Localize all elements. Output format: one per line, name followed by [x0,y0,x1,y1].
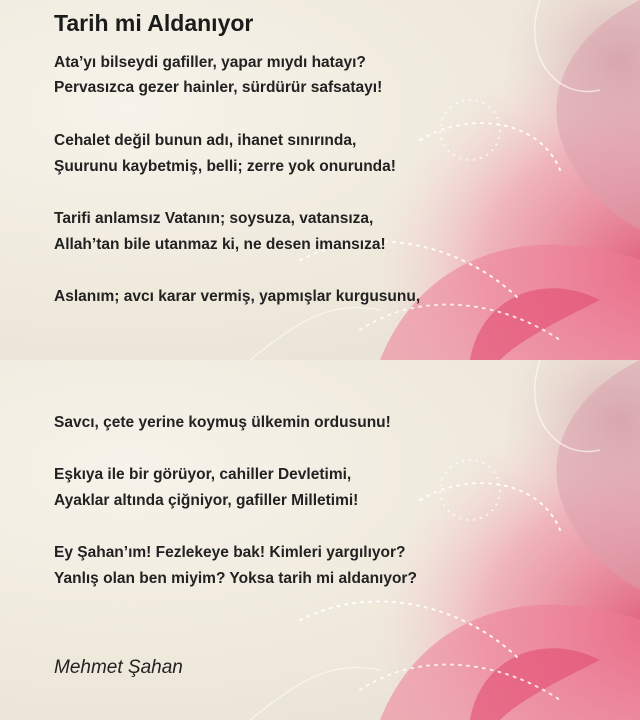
poem-line: Ayaklar altında çiğniyor, gafiller Milletimi! [54,492,359,509]
poem-panel-bottom [0,360,640,720]
poem-line: Ata’yı bilseydi gafiller, yapar mıydı hatayı? [54,54,366,71]
poem-line: Allah’tan bile utanmaz ki, ne desen imansıza! [54,236,386,253]
poem-line: Tarifi anlamsız Vatanın; soysuza, vatansıza, [54,210,374,227]
poem-line: Yanlış olan ben miyim? Yoksa tarih mi aldanıyor? [54,570,417,587]
poem-line: Ey Şahan’ım! Fezlekeye bak! Kimleri yargılıyor? [54,544,406,561]
poem-line: Şuurunu kaybetmiş, belli; zerre yok onurunda! [54,158,396,175]
poem-line: Aslanım; avcı karar vermiş, yapmışlar kurgusunu, [54,288,421,305]
poem-line: Cehalet değil bunun adı, ihanet sınırında, [54,132,357,149]
poem-line: Savcı, çete yerine koymuş ülkemin ordusunu! [54,414,391,431]
poem-line: Eşkıya ile bir görüyor, cahiller Devletimi, [54,466,352,483]
poem-author: Mehmet Şahan [54,657,183,678]
poem-line: Pervasızca gezer hainler, sürdürür safsatayı! [54,79,383,96]
poem-title: Tarih mi Aldanıyor [54,10,254,36]
